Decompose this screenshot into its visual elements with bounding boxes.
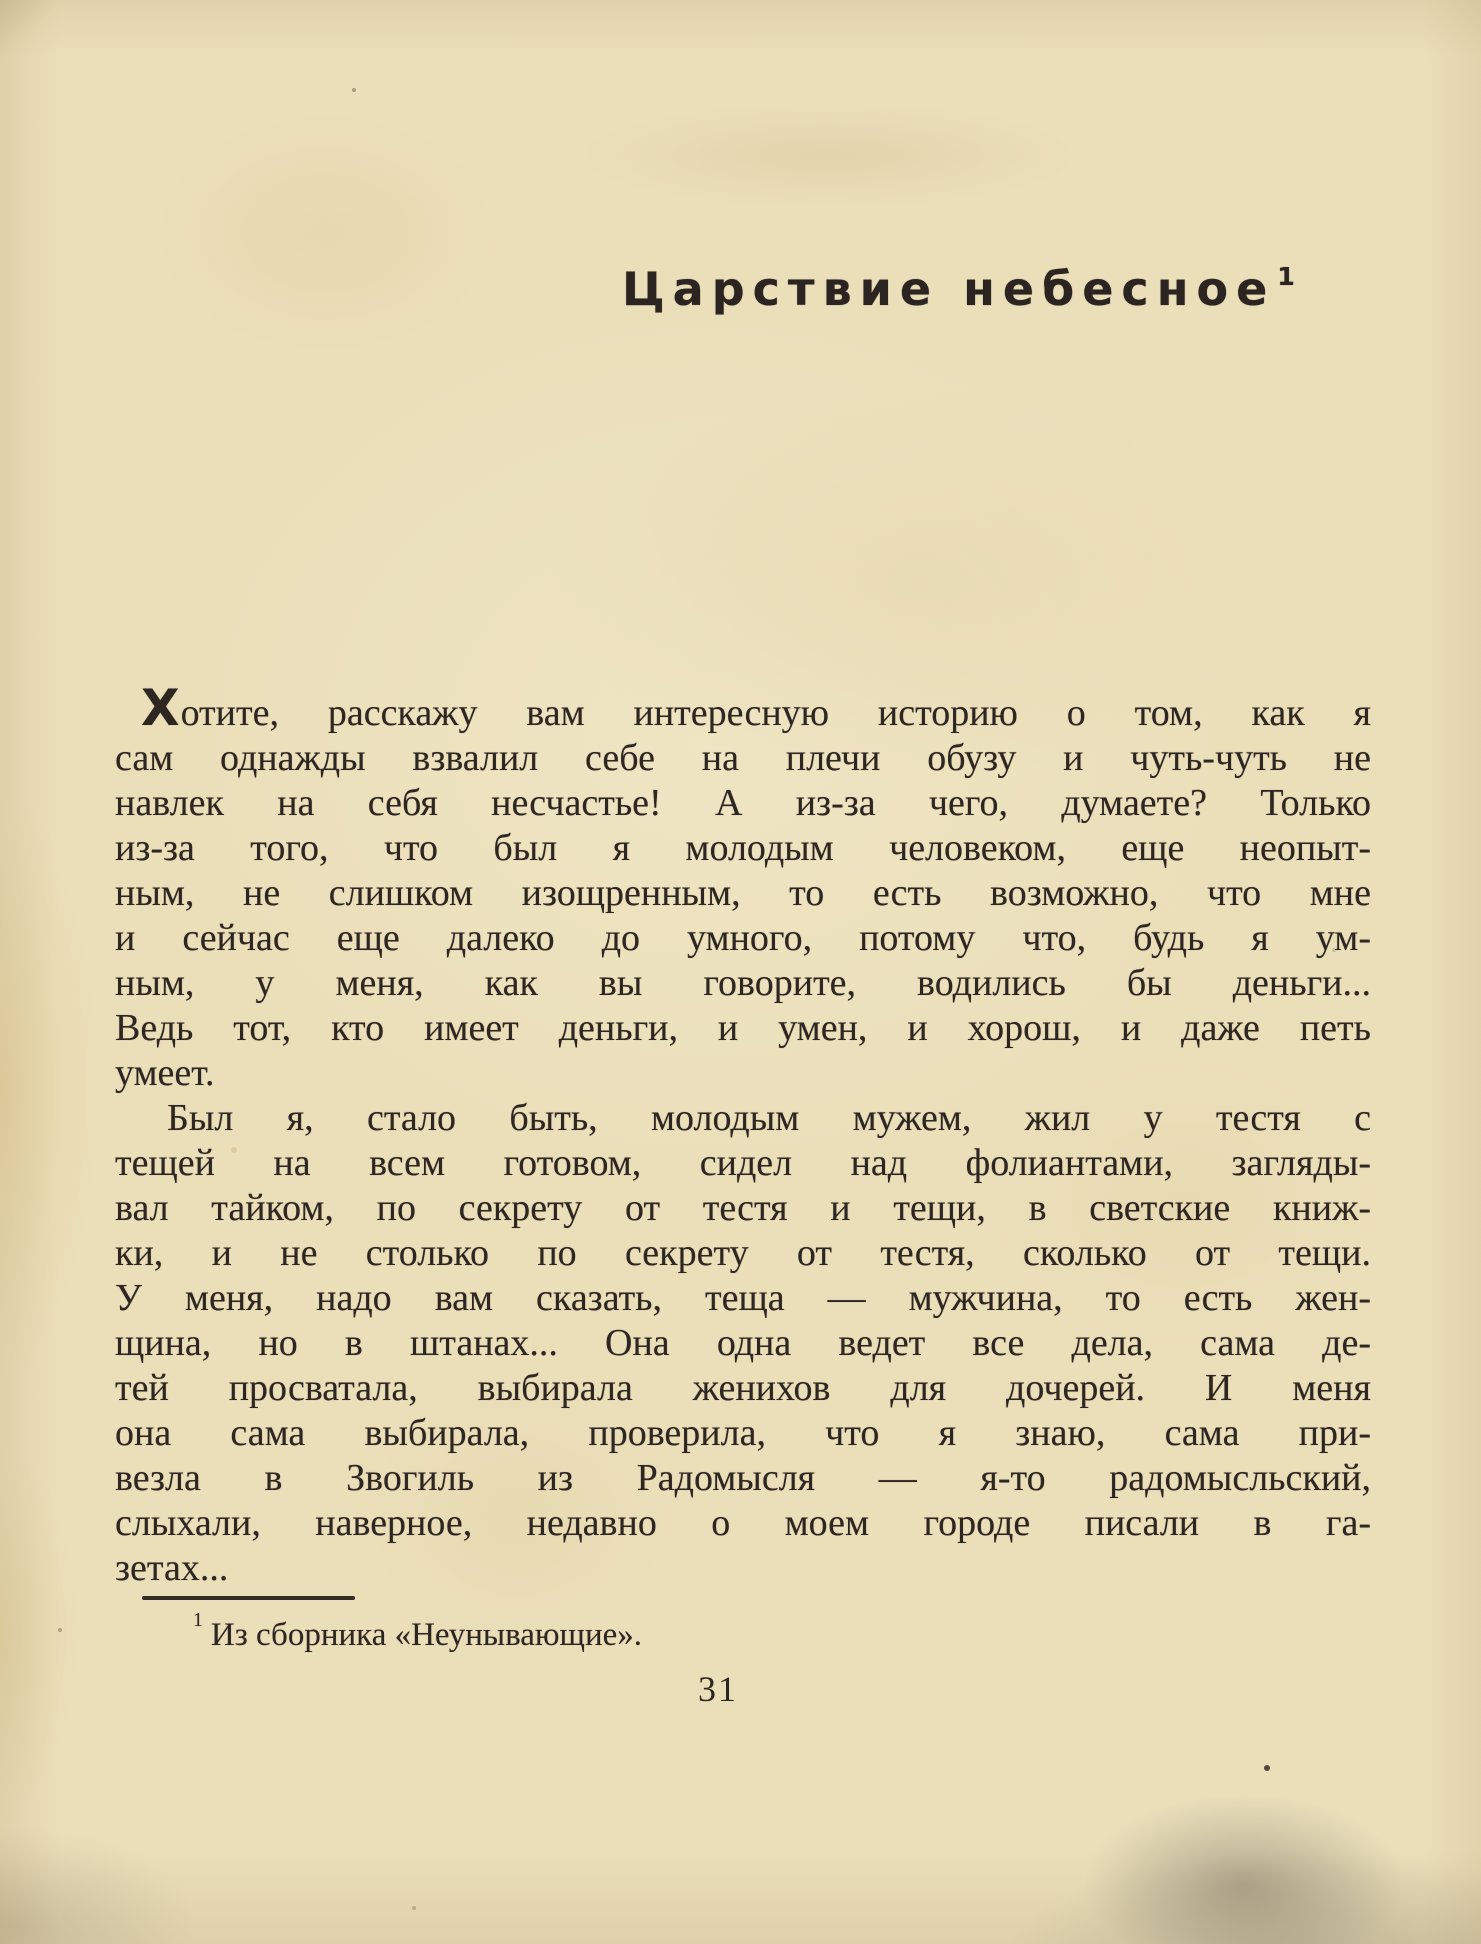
text-line: сам однажды взвалил себе на плечи обузу и чуть-чуть не <box>115 737 1371 779</box>
text-line: вал тайком, по секрету от тестя и тещи, в светские книж- <box>115 1187 1371 1229</box>
paragraph-1 <box>115 679 1371 1096</box>
text-line: ки, и не столько по секрету от тестя, сколько от тещи. <box>115 1232 1371 1274</box>
paragraph-2 <box>115 1096 1371 1591</box>
text-line: умеет. <box>115 1052 215 1094</box>
chapter-title-text: Царствие небесное <box>622 262 1276 316</box>
text-line: слыхали, наверное, недавно о моем городе писали в га- <box>115 1502 1371 1544</box>
chapter-title <box>622 262 1295 316</box>
text-line: ным, у меня, как вы говорите, водились бы деньги... <box>115 962 1371 1004</box>
paper-specks <box>352 88 356 92</box>
footnote-divider <box>142 1596 355 1600</box>
text-line: везла в Звогиль из Радомысля — я-то радомысльский, <box>115 1457 1371 1499</box>
title-footnote-reference: 1 <box>1277 261 1295 291</box>
text-line: зетах... <box>115 1547 229 1589</box>
text-line: ным, не слишком изощренным, то есть возможно, что мне <box>115 872 1371 914</box>
footnote <box>193 1609 643 1654</box>
text-line: из-за того, что был я молодым человеком, еще неопыт- <box>115 827 1371 869</box>
footnote-text: Из сборника «Неунывающие». <box>210 1617 643 1653</box>
text-line: и сейчас еще далеко до умного, потому что, будь я ум- <box>115 917 1371 959</box>
page-number: 31 <box>698 1669 738 1709</box>
text-line: Ведь тот, кто имеет деньги, и умен, и хорош, и даже петь <box>115 1007 1371 1049</box>
text-line: У меня, надо вам сказать, теща — мужчина, то есть жен- <box>115 1277 1371 1319</box>
text-line: Хотите, расскажу вам интересную историю о том, как я <box>141 679 1371 737</box>
footnote-marker: 1 <box>193 1609 203 1632</box>
text-line: навлек на себя несчастье! А из-за чего, думаете? Только <box>115 782 1371 824</box>
text-line: тещей на всем готовом, сидел над фолиантами, загляды- <box>115 1142 1371 1184</box>
text-line: тей просватала, выбирала женихов для дочерей. И меня <box>115 1367 1371 1409</box>
text-line: Был я, стало быть, молодым мужем, жил у тестя с <box>167 1097 1371 1139</box>
page-corner-fold <box>0 0 80 80</box>
body-text <box>115 679 1371 1591</box>
text-line: щина, но в штанах... Она одна ведет все дела, сама де- <box>115 1322 1371 1364</box>
text-line: она сама выбирала, проверила, что я знаю, сама при- <box>115 1412 1371 1454</box>
